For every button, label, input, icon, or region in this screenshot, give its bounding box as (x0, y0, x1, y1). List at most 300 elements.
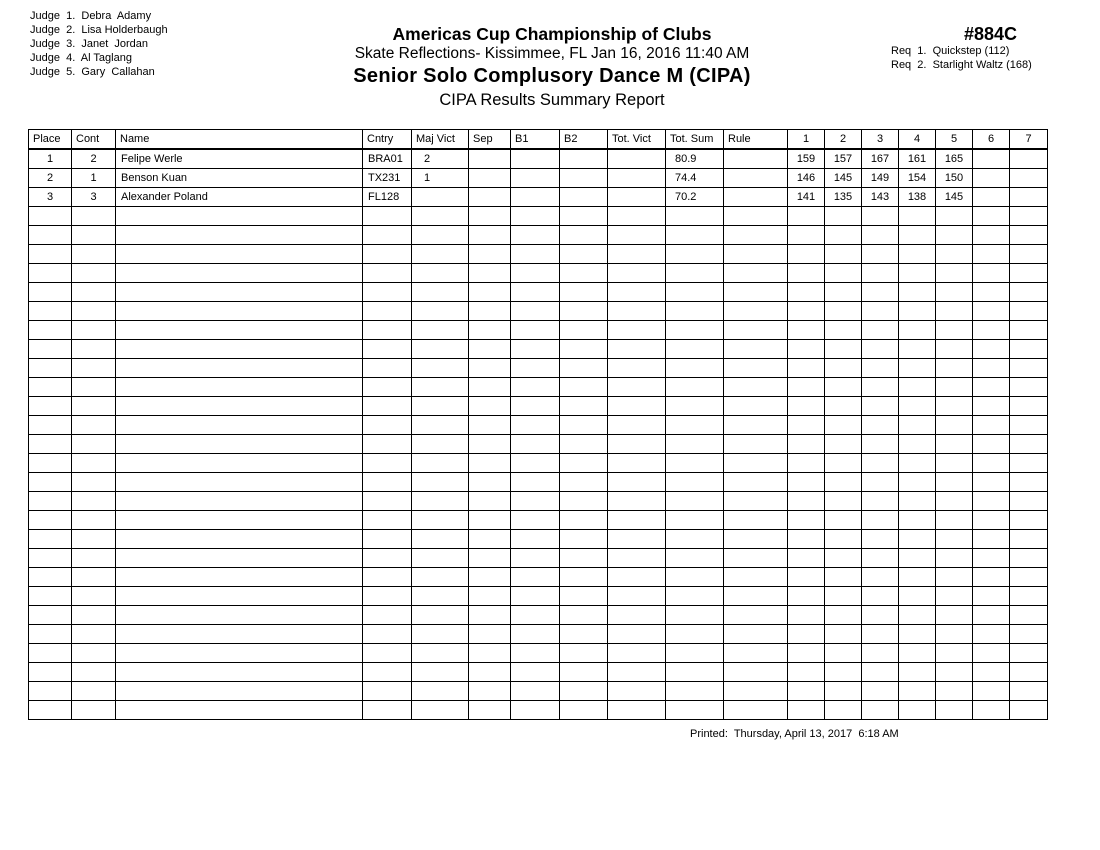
cell-empty (29, 207, 72, 226)
cell-empty (363, 663, 412, 682)
cell-empty (363, 340, 412, 359)
cell-empty (560, 207, 608, 226)
cell-empty (72, 283, 116, 302)
cell-empty (973, 416, 1010, 435)
cell-empty (29, 682, 72, 701)
table-row-empty (29, 359, 1048, 378)
cell-judge-5: 150 (936, 169, 973, 188)
cell-empty (608, 226, 666, 245)
col-sep: Sep (469, 130, 511, 150)
cell-empty (511, 587, 560, 606)
cell-rule (724, 169, 788, 188)
cell-empty (936, 473, 973, 492)
cell-empty (899, 302, 936, 321)
cell-empty (936, 587, 973, 606)
cell-empty (29, 226, 72, 245)
cell-empty (899, 511, 936, 530)
judge-1: Judge 1. Debra Adamy (30, 10, 152, 22)
cell-empty (116, 530, 363, 549)
cell-empty (973, 245, 1010, 264)
cell-empty (899, 663, 936, 682)
cell-empty (973, 511, 1010, 530)
cell-judge-1: 141 (788, 188, 825, 207)
cell-empty (29, 245, 72, 264)
col-tot-vict: Tot. Vict (608, 130, 666, 150)
cell-empty (29, 568, 72, 587)
cell-judge-2: 157 (825, 149, 862, 169)
cell-empty (936, 207, 973, 226)
cell-empty (72, 663, 116, 682)
cell-empty (116, 587, 363, 606)
cell-empty (1010, 207, 1048, 226)
col-judge-6: 6 (973, 130, 1010, 150)
cell-empty (560, 378, 608, 397)
cell-empty (72, 207, 116, 226)
cell-empty (936, 454, 973, 473)
cell-empty (862, 701, 899, 720)
cell-empty (116, 359, 363, 378)
cell-empty (862, 340, 899, 359)
cell-empty (72, 644, 116, 663)
cell-empty (511, 511, 560, 530)
cell-empty (666, 397, 724, 416)
cell-empty (899, 283, 936, 302)
col-place: Place (29, 130, 72, 150)
cell-empty (560, 663, 608, 682)
cell-empty (412, 549, 469, 568)
cell-judge-7 (1010, 149, 1048, 169)
cell-empty (116, 625, 363, 644)
cell-empty (724, 226, 788, 245)
cell-empty (825, 302, 862, 321)
cell-empty (788, 416, 825, 435)
cell-empty (560, 226, 608, 245)
cell-place: 1 (29, 149, 72, 169)
cell-empty (825, 606, 862, 625)
cell-empty (973, 435, 1010, 454)
cell-tot-vict (608, 149, 666, 169)
cell-empty (511, 435, 560, 454)
cell-empty (511, 454, 560, 473)
cell-judge-4: 138 (899, 188, 936, 207)
cell-empty (1010, 264, 1048, 283)
cell-empty (363, 530, 412, 549)
cell-empty (862, 416, 899, 435)
cell-empty (973, 397, 1010, 416)
cell-place: 2 (29, 169, 72, 188)
cell-empty (862, 587, 899, 606)
table-row-empty (29, 226, 1048, 245)
cell-empty (666, 359, 724, 378)
cell-empty (825, 321, 862, 340)
cell-empty (116, 511, 363, 530)
cell-empty (724, 359, 788, 378)
cell-empty (469, 511, 511, 530)
cell-empty (788, 606, 825, 625)
cell-empty (608, 283, 666, 302)
cell-empty (363, 283, 412, 302)
cell-empty (788, 663, 825, 682)
cell-empty (899, 245, 936, 264)
cell-empty (825, 359, 862, 378)
cell-empty (608, 359, 666, 378)
cell-empty (666, 492, 724, 511)
cell-empty (862, 606, 899, 625)
cell-empty (560, 416, 608, 435)
cell-empty (608, 340, 666, 359)
cell-empty (724, 644, 788, 663)
cell-empty (666, 416, 724, 435)
cell-empty (363, 435, 412, 454)
cell-empty (511, 264, 560, 283)
cell-empty (29, 625, 72, 644)
table-row-empty (29, 207, 1048, 226)
cell-empty (511, 701, 560, 720)
cell-empty (666, 207, 724, 226)
cell-empty (511, 226, 560, 245)
cell-empty (116, 264, 363, 283)
cell-sep (469, 188, 511, 207)
table-row-empty (29, 340, 1048, 359)
cell-empty (29, 663, 72, 682)
cell-empty (608, 644, 666, 663)
cell-empty (412, 568, 469, 587)
cell-empty (973, 283, 1010, 302)
cell-empty (825, 625, 862, 644)
judge-4: Judge 4. Al Taglang (30, 52, 132, 64)
cell-empty (862, 435, 899, 454)
cell-empty (973, 644, 1010, 663)
cell-empty (1010, 682, 1048, 701)
cell-empty (862, 283, 899, 302)
cell-empty (469, 644, 511, 663)
cell-empty (29, 530, 72, 549)
cell-empty (936, 663, 973, 682)
cell-empty (511, 302, 560, 321)
cell-empty (29, 644, 72, 663)
cell-name: Alexander Poland (116, 188, 363, 207)
cell-empty (72, 625, 116, 644)
table-row-empty (29, 264, 1048, 283)
cell-empty (72, 340, 116, 359)
cell-empty (412, 207, 469, 226)
cell-tot-sum: 80.9 (666, 149, 724, 169)
cell-empty (724, 207, 788, 226)
cell-empty (724, 435, 788, 454)
cell-empty (666, 568, 724, 587)
cell-empty (511, 340, 560, 359)
cell-empty (412, 321, 469, 340)
requirement-1: Req 1. Quickstep (112) (891, 45, 1010, 57)
cell-empty (412, 454, 469, 473)
cell-empty (116, 226, 363, 245)
table-row-empty (29, 473, 1048, 492)
cell-empty (899, 701, 936, 720)
cell-empty (788, 245, 825, 264)
cell-empty (862, 226, 899, 245)
cell-empty (72, 302, 116, 321)
table-row-empty (29, 606, 1048, 625)
cell-judge-6 (973, 188, 1010, 207)
venue-date: Skate Reflections- Kissimmee, FL Jan 16, 2016 11:40 AM (354, 45, 750, 62)
cell-empty (511, 283, 560, 302)
cell-empty (608, 568, 666, 587)
cell-judge-2: 145 (825, 169, 862, 188)
cell-empty (363, 587, 412, 606)
cell-empty (469, 207, 511, 226)
cell-empty (666, 340, 724, 359)
cell-empty (1010, 340, 1048, 359)
cell-empty (608, 701, 666, 720)
cell-empty (825, 511, 862, 530)
cell-place: 3 (29, 188, 72, 207)
cell-empty (116, 663, 363, 682)
table-row-empty (29, 397, 1048, 416)
cell-empty (560, 682, 608, 701)
cell-empty (72, 416, 116, 435)
cell-empty (936, 264, 973, 283)
cell-empty (560, 245, 608, 264)
cell-b2 (560, 169, 608, 188)
cell-empty (899, 682, 936, 701)
cell-empty (825, 264, 862, 283)
col-cntry: Cntry (363, 130, 412, 150)
cell-empty (1010, 549, 1048, 568)
cell-empty (666, 530, 724, 549)
cell-empty (511, 378, 560, 397)
cell-empty (899, 568, 936, 587)
cell-empty (825, 378, 862, 397)
cell-empty (788, 359, 825, 378)
cell-empty (973, 473, 1010, 492)
cell-empty (29, 264, 72, 283)
cell-empty (511, 530, 560, 549)
cell-empty (666, 283, 724, 302)
cell-maj-vict (412, 188, 469, 207)
cell-empty (116, 207, 363, 226)
cell-empty (899, 549, 936, 568)
cell-empty (608, 682, 666, 701)
cell-empty (560, 359, 608, 378)
cell-empty (412, 682, 469, 701)
cell-empty (363, 701, 412, 720)
cell-empty (973, 663, 1010, 682)
table-row (29, 169, 1048, 188)
cell-empty (936, 549, 973, 568)
judge-2: Judge 2. Lisa Holderbaugh (30, 24, 168, 36)
cell-empty (511, 682, 560, 701)
cell-empty (511, 416, 560, 435)
cell-name: Felipe Werle (116, 149, 363, 169)
cell-empty (363, 264, 412, 283)
cell-empty (560, 606, 608, 625)
cell-empty (666, 435, 724, 454)
cell-empty (29, 397, 72, 416)
cell-empty (862, 302, 899, 321)
cell-empty (724, 397, 788, 416)
cell-empty (72, 264, 116, 283)
cell-empty (973, 492, 1010, 511)
cell-empty (862, 207, 899, 226)
cell-empty (936, 378, 973, 397)
cell-empty (788, 378, 825, 397)
cell-empty (825, 663, 862, 682)
table-row-empty (29, 492, 1048, 511)
col-judge-4: 4 (899, 130, 936, 150)
cell-empty (511, 663, 560, 682)
cell-empty (469, 435, 511, 454)
cell-empty (72, 473, 116, 492)
cell-empty (363, 321, 412, 340)
cell-empty (899, 397, 936, 416)
cell-empty (973, 682, 1010, 701)
cell-empty (469, 492, 511, 511)
cell-empty (899, 492, 936, 511)
cell-judge-7 (1010, 169, 1048, 188)
cell-empty (1010, 511, 1048, 530)
cell-empty (29, 587, 72, 606)
cell-empty (973, 625, 1010, 644)
cell-empty (72, 454, 116, 473)
cell-empty (973, 226, 1010, 245)
cell-empty (116, 378, 363, 397)
col-maj-vict: Maj Vict (412, 130, 469, 150)
cell-empty (666, 302, 724, 321)
cell-empty (862, 492, 899, 511)
cell-empty (788, 568, 825, 587)
cell-empty (560, 530, 608, 549)
cell-empty (666, 511, 724, 530)
cell-empty (724, 264, 788, 283)
cell-judge-4: 161 (899, 149, 936, 169)
cell-empty (936, 568, 973, 587)
cell-b1 (511, 169, 560, 188)
cell-empty (363, 245, 412, 264)
cell-empty (72, 701, 116, 720)
table-row-empty (29, 663, 1048, 682)
cell-empty (666, 321, 724, 340)
cell-empty (116, 321, 363, 340)
table-row-empty (29, 568, 1048, 587)
cell-empty (1010, 587, 1048, 606)
cell-empty (788, 549, 825, 568)
cell-empty (936, 226, 973, 245)
col-b2: B2 (560, 130, 608, 150)
cell-empty (412, 283, 469, 302)
cell-empty (1010, 378, 1048, 397)
cell-empty (560, 435, 608, 454)
cell-empty (666, 264, 724, 283)
cell-empty (936, 435, 973, 454)
cell-cont: 2 (72, 149, 116, 169)
cell-empty (666, 226, 724, 245)
cell-empty (724, 587, 788, 606)
cell-empty (469, 245, 511, 264)
cell-empty (724, 378, 788, 397)
cell-rule (724, 188, 788, 207)
cell-empty (862, 625, 899, 644)
cell-empty (666, 378, 724, 397)
cell-empty (29, 321, 72, 340)
cell-cont: 1 (72, 169, 116, 188)
table-row-empty (29, 245, 1048, 264)
cell-empty (788, 625, 825, 644)
cell-empty (116, 701, 363, 720)
cell-empty (412, 302, 469, 321)
cell-empty (936, 644, 973, 663)
cell-empty (724, 663, 788, 682)
cell-empty (724, 245, 788, 264)
cell-empty (469, 321, 511, 340)
cell-b2 (560, 188, 608, 207)
cell-empty (973, 606, 1010, 625)
cell-judge-3: 167 (862, 149, 899, 169)
cell-empty (788, 435, 825, 454)
cell-empty (469, 625, 511, 644)
cell-empty (666, 245, 724, 264)
cell-rule (724, 149, 788, 169)
cell-empty (560, 340, 608, 359)
col-b1: B1 (511, 130, 560, 150)
cell-empty (724, 530, 788, 549)
cell-empty (412, 492, 469, 511)
cell-empty (1010, 606, 1048, 625)
cell-empty (1010, 473, 1048, 492)
cell-tot-sum: 74.4 (666, 169, 724, 188)
cell-empty (116, 302, 363, 321)
table-header-row (29, 130, 1048, 150)
cell-empty (29, 340, 72, 359)
cell-empty (825, 682, 862, 701)
cell-empty (825, 701, 862, 720)
cell-empty (363, 606, 412, 625)
cell-empty (363, 454, 412, 473)
cell-empty (560, 625, 608, 644)
cell-judge-1: 159 (788, 149, 825, 169)
cell-empty (825, 549, 862, 568)
cell-empty (72, 226, 116, 245)
table-row (29, 149, 1048, 169)
cell-empty (412, 416, 469, 435)
cell-empty (1010, 663, 1048, 682)
cell-judge-6 (973, 149, 1010, 169)
cell-empty (116, 473, 363, 492)
col-cont: Cont (72, 130, 116, 150)
event-title: Senior Solo Complusory Dance M (CIPA) (353, 65, 751, 87)
cell-empty (363, 302, 412, 321)
cell-empty (724, 473, 788, 492)
cell-empty (469, 283, 511, 302)
cell-empty (469, 378, 511, 397)
cell-empty (560, 397, 608, 416)
cell-empty (899, 530, 936, 549)
cell-empty (724, 302, 788, 321)
cell-empty (724, 568, 788, 587)
cell-empty (469, 530, 511, 549)
table-row-empty (29, 283, 1048, 302)
cell-empty (788, 321, 825, 340)
cell-empty (412, 530, 469, 549)
cell-empty (72, 397, 116, 416)
cell-empty (724, 416, 788, 435)
cell-empty (72, 682, 116, 701)
cell-empty (72, 378, 116, 397)
cell-empty (899, 587, 936, 606)
cell-empty (72, 606, 116, 625)
cell-empty (469, 340, 511, 359)
cell-judge-3: 149 (862, 169, 899, 188)
cell-empty (899, 226, 936, 245)
